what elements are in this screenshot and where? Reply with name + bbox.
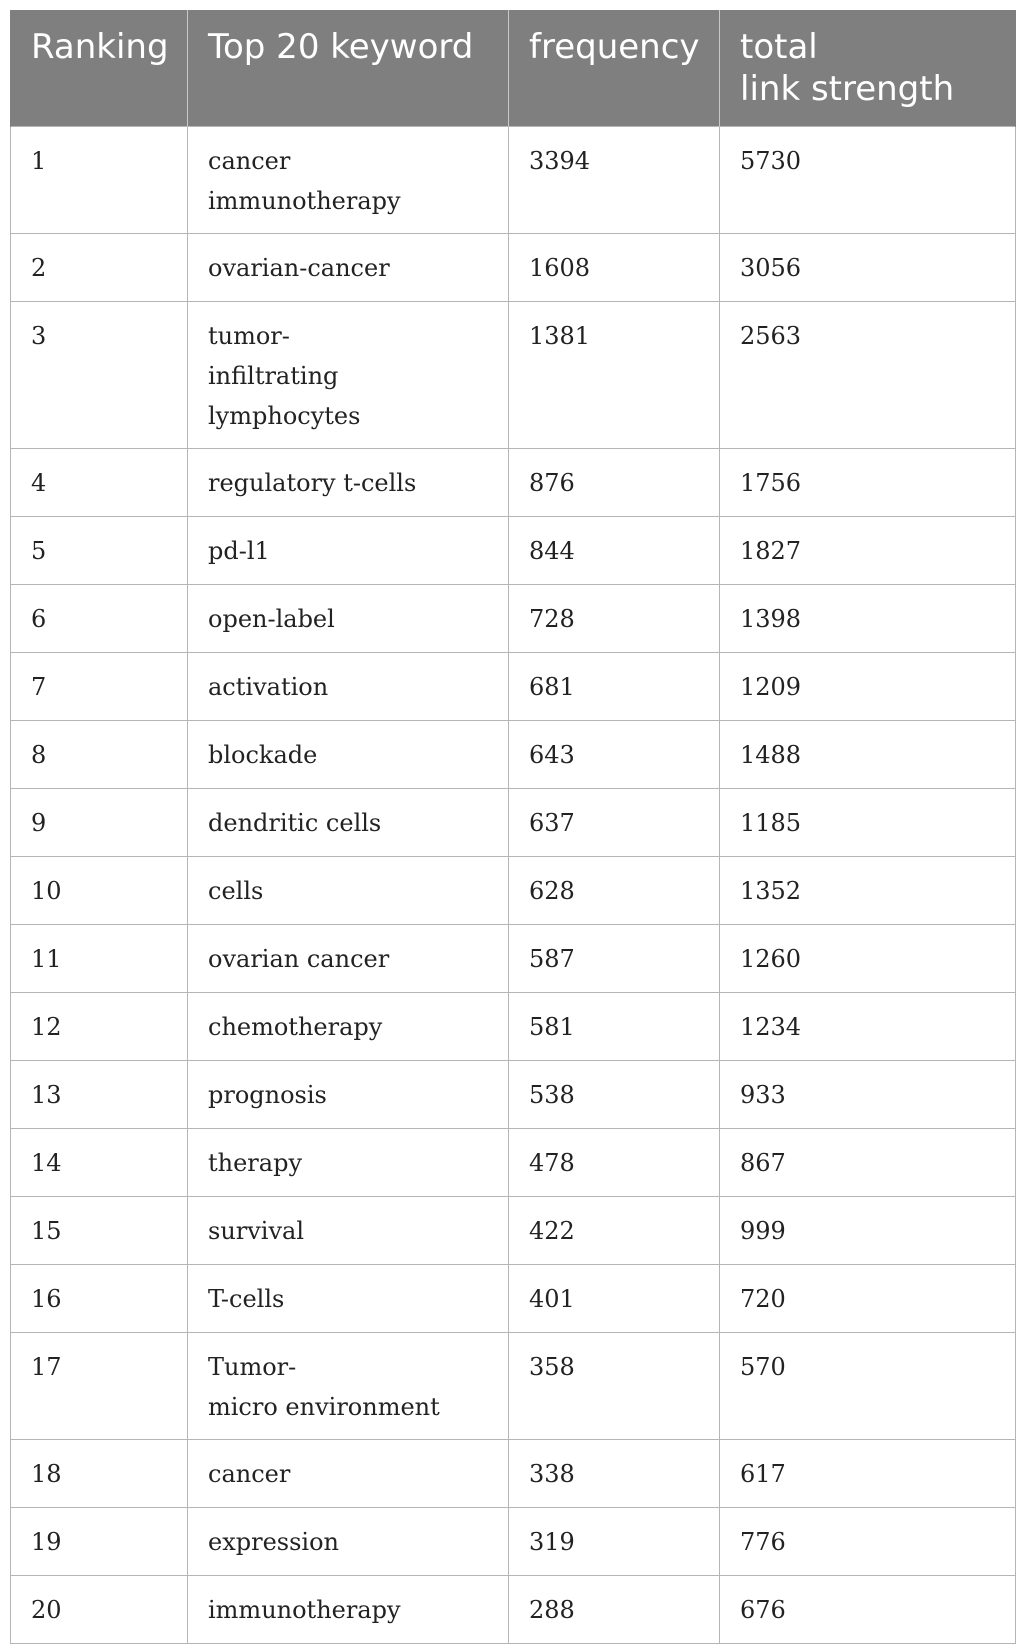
link-strength-cell: 570 [720, 1333, 1016, 1440]
header-row [11, 10, 1016, 127]
frequency-cell: 1381 [509, 302, 720, 449]
table-row [11, 925, 1016, 993]
ranking-cell: 2 [11, 234, 188, 302]
table-row [11, 1129, 1016, 1197]
ranking-cell: 5 [11, 517, 188, 585]
keyword-line: dendritic cells [208, 809, 382, 837]
frequency-cell: 478 [509, 1129, 720, 1197]
ranking-cell: 7 [11, 653, 188, 721]
frequency-cell: 288 [509, 1576, 720, 1644]
table-row [11, 857, 1016, 925]
frequency-cell: 681 [509, 653, 720, 721]
keyword-line: therapy [208, 1149, 303, 1177]
frequency-cell: 628 [509, 857, 720, 925]
link-strength-cell: 1234 [720, 993, 1016, 1061]
table-row [11, 1061, 1016, 1129]
ranking-cell: 10 [11, 857, 188, 925]
table-row [11, 1333, 1016, 1440]
ranking-cell: 11 [11, 925, 188, 993]
link-strength-cell: 1209 [720, 653, 1016, 721]
keyword-cell [188, 1333, 509, 1440]
keyword-cell [188, 1129, 509, 1197]
ranking-cell: 4 [11, 449, 188, 517]
keyword-cell [188, 517, 509, 585]
keyword-cell [188, 925, 509, 993]
link-strength-cell: 2563 [720, 302, 1016, 449]
keyword-cell [188, 1265, 509, 1333]
frequency-cell: 728 [509, 585, 720, 653]
keyword-cell [188, 653, 509, 721]
link-strength-cell: 1398 [720, 585, 1016, 653]
frequency-cell: 401 [509, 1265, 720, 1333]
keyword-cell [188, 1440, 509, 1508]
ranking-cell: 3 [11, 302, 188, 449]
table-row [11, 1508, 1016, 1576]
keyword-line: expression [208, 1528, 339, 1556]
table-row [11, 1440, 1016, 1508]
keyword-cell [188, 789, 509, 857]
table-row [11, 127, 1016, 234]
keyword-line: survival [208, 1217, 305, 1245]
link-strength-cell: 1260 [720, 925, 1016, 993]
link-strength-cell: 3056 [720, 234, 1016, 302]
frequency-cell: 538 [509, 1061, 720, 1129]
keyword-line: tumor- [208, 322, 290, 350]
table-row [11, 1197, 1016, 1265]
frequency-cell: 1608 [509, 234, 720, 302]
frequency-cell: 844 [509, 517, 720, 585]
link-strength-cell: 676 [720, 1576, 1016, 1644]
table-row [11, 585, 1016, 653]
table-header [11, 10, 1016, 127]
keyword-line-2: micro environment [208, 1393, 440, 1421]
keyword-line: cancer [208, 1460, 291, 1488]
frequency-cell: 637 [509, 789, 720, 857]
keyword-cell [188, 302, 509, 449]
header-keyword: Top 20 keyword [188, 10, 509, 127]
ranking-cell: 15 [11, 1197, 188, 1265]
keyword-table [10, 10, 1016, 1644]
keyword-cell [188, 721, 509, 789]
ranking-cell: 6 [11, 585, 188, 653]
keyword-cell [188, 234, 509, 302]
link-strength-cell: 999 [720, 1197, 1016, 1265]
keyword-cell [188, 993, 509, 1061]
link-strength-cell: 1352 [720, 857, 1016, 925]
link-strength-cell: 776 [720, 1508, 1016, 1576]
link-strength-cell: 1756 [720, 449, 1016, 517]
table-row [11, 234, 1016, 302]
link-strength-cell: 1488 [720, 721, 1016, 789]
header-frequency: frequency [509, 10, 720, 127]
keyword-line: ovarian-cancer [208, 254, 390, 282]
table-row [11, 721, 1016, 789]
ranking-cell: 17 [11, 1333, 188, 1440]
keyword-line: chemotherapy [208, 1013, 383, 1041]
keyword-cell [188, 1576, 509, 1644]
frequency-cell: 422 [509, 1197, 720, 1265]
keyword-line: immunotherapy [208, 1596, 401, 1624]
keyword-line: activation [208, 673, 329, 701]
keyword-cell [188, 585, 509, 653]
ranking-cell: 8 [11, 721, 188, 789]
header-ranking: Ranking [11, 10, 188, 127]
frequency-cell: 338 [509, 1440, 720, 1508]
frequency-cell: 587 [509, 925, 720, 993]
ranking-cell: 18 [11, 1440, 188, 1508]
link-strength-cell: 1827 [720, 517, 1016, 585]
header-total-link-strength [720, 10, 1016, 127]
link-strength-cell: 933 [720, 1061, 1016, 1129]
frequency-cell: 319 [509, 1508, 720, 1576]
keyword-cell [188, 1197, 509, 1265]
ranking-cell: 14 [11, 1129, 188, 1197]
keyword-line: cancer immunotherapy [208, 147, 401, 215]
table-row [11, 653, 1016, 721]
table-row [11, 302, 1016, 449]
link-strength-cell: 720 [720, 1265, 1016, 1333]
ranking-cell: 16 [11, 1265, 188, 1333]
ranking-cell: 1 [11, 127, 188, 234]
keyword-line: Tumor- [208, 1353, 297, 1381]
ranking-cell: 9 [11, 789, 188, 857]
keyword-cell [188, 449, 509, 517]
table-row [11, 789, 1016, 857]
table-body [11, 127, 1016, 1644]
frequency-cell: 876 [509, 449, 720, 517]
keyword-line: regulatory t-cells [208, 469, 417, 497]
keyword-cell [188, 1061, 509, 1129]
keyword-cell [188, 1508, 509, 1576]
frequency-cell: 358 [509, 1333, 720, 1440]
keyword-line: T-cells [208, 1285, 285, 1313]
link-strength-cell: 617 [720, 1440, 1016, 1508]
keyword-table-container [10, 10, 1015, 1644]
link-strength-cell: 5730 [720, 127, 1016, 234]
header-strength-line2: link strength [740, 69, 955, 109]
header-strength-line1: total [740, 27, 818, 67]
frequency-cell: 581 [509, 993, 720, 1061]
link-strength-cell: 867 [720, 1129, 1016, 1197]
keyword-line-2: infiltrating lymphocytes [208, 362, 361, 430]
table-row [11, 1265, 1016, 1333]
keyword-line: blockade [208, 741, 318, 769]
frequency-cell: 3394 [509, 127, 720, 234]
table-row [11, 517, 1016, 585]
keyword-cell [188, 127, 509, 234]
frequency-cell: 643 [509, 721, 720, 789]
ranking-cell: 20 [11, 1576, 188, 1644]
keyword-line: prognosis [208, 1081, 327, 1109]
keyword-line: pd-l1 [208, 537, 270, 565]
keyword-cell [188, 857, 509, 925]
table-row [11, 993, 1016, 1061]
table-row [11, 449, 1016, 517]
ranking-cell: 19 [11, 1508, 188, 1576]
keyword-line: cells [208, 877, 264, 905]
keyword-line: open-label [208, 605, 335, 633]
keyword-line: ovarian cancer [208, 945, 390, 973]
link-strength-cell: 1185 [720, 789, 1016, 857]
ranking-cell: 13 [11, 1061, 188, 1129]
ranking-cell: 12 [11, 993, 188, 1061]
table-row [11, 1576, 1016, 1644]
